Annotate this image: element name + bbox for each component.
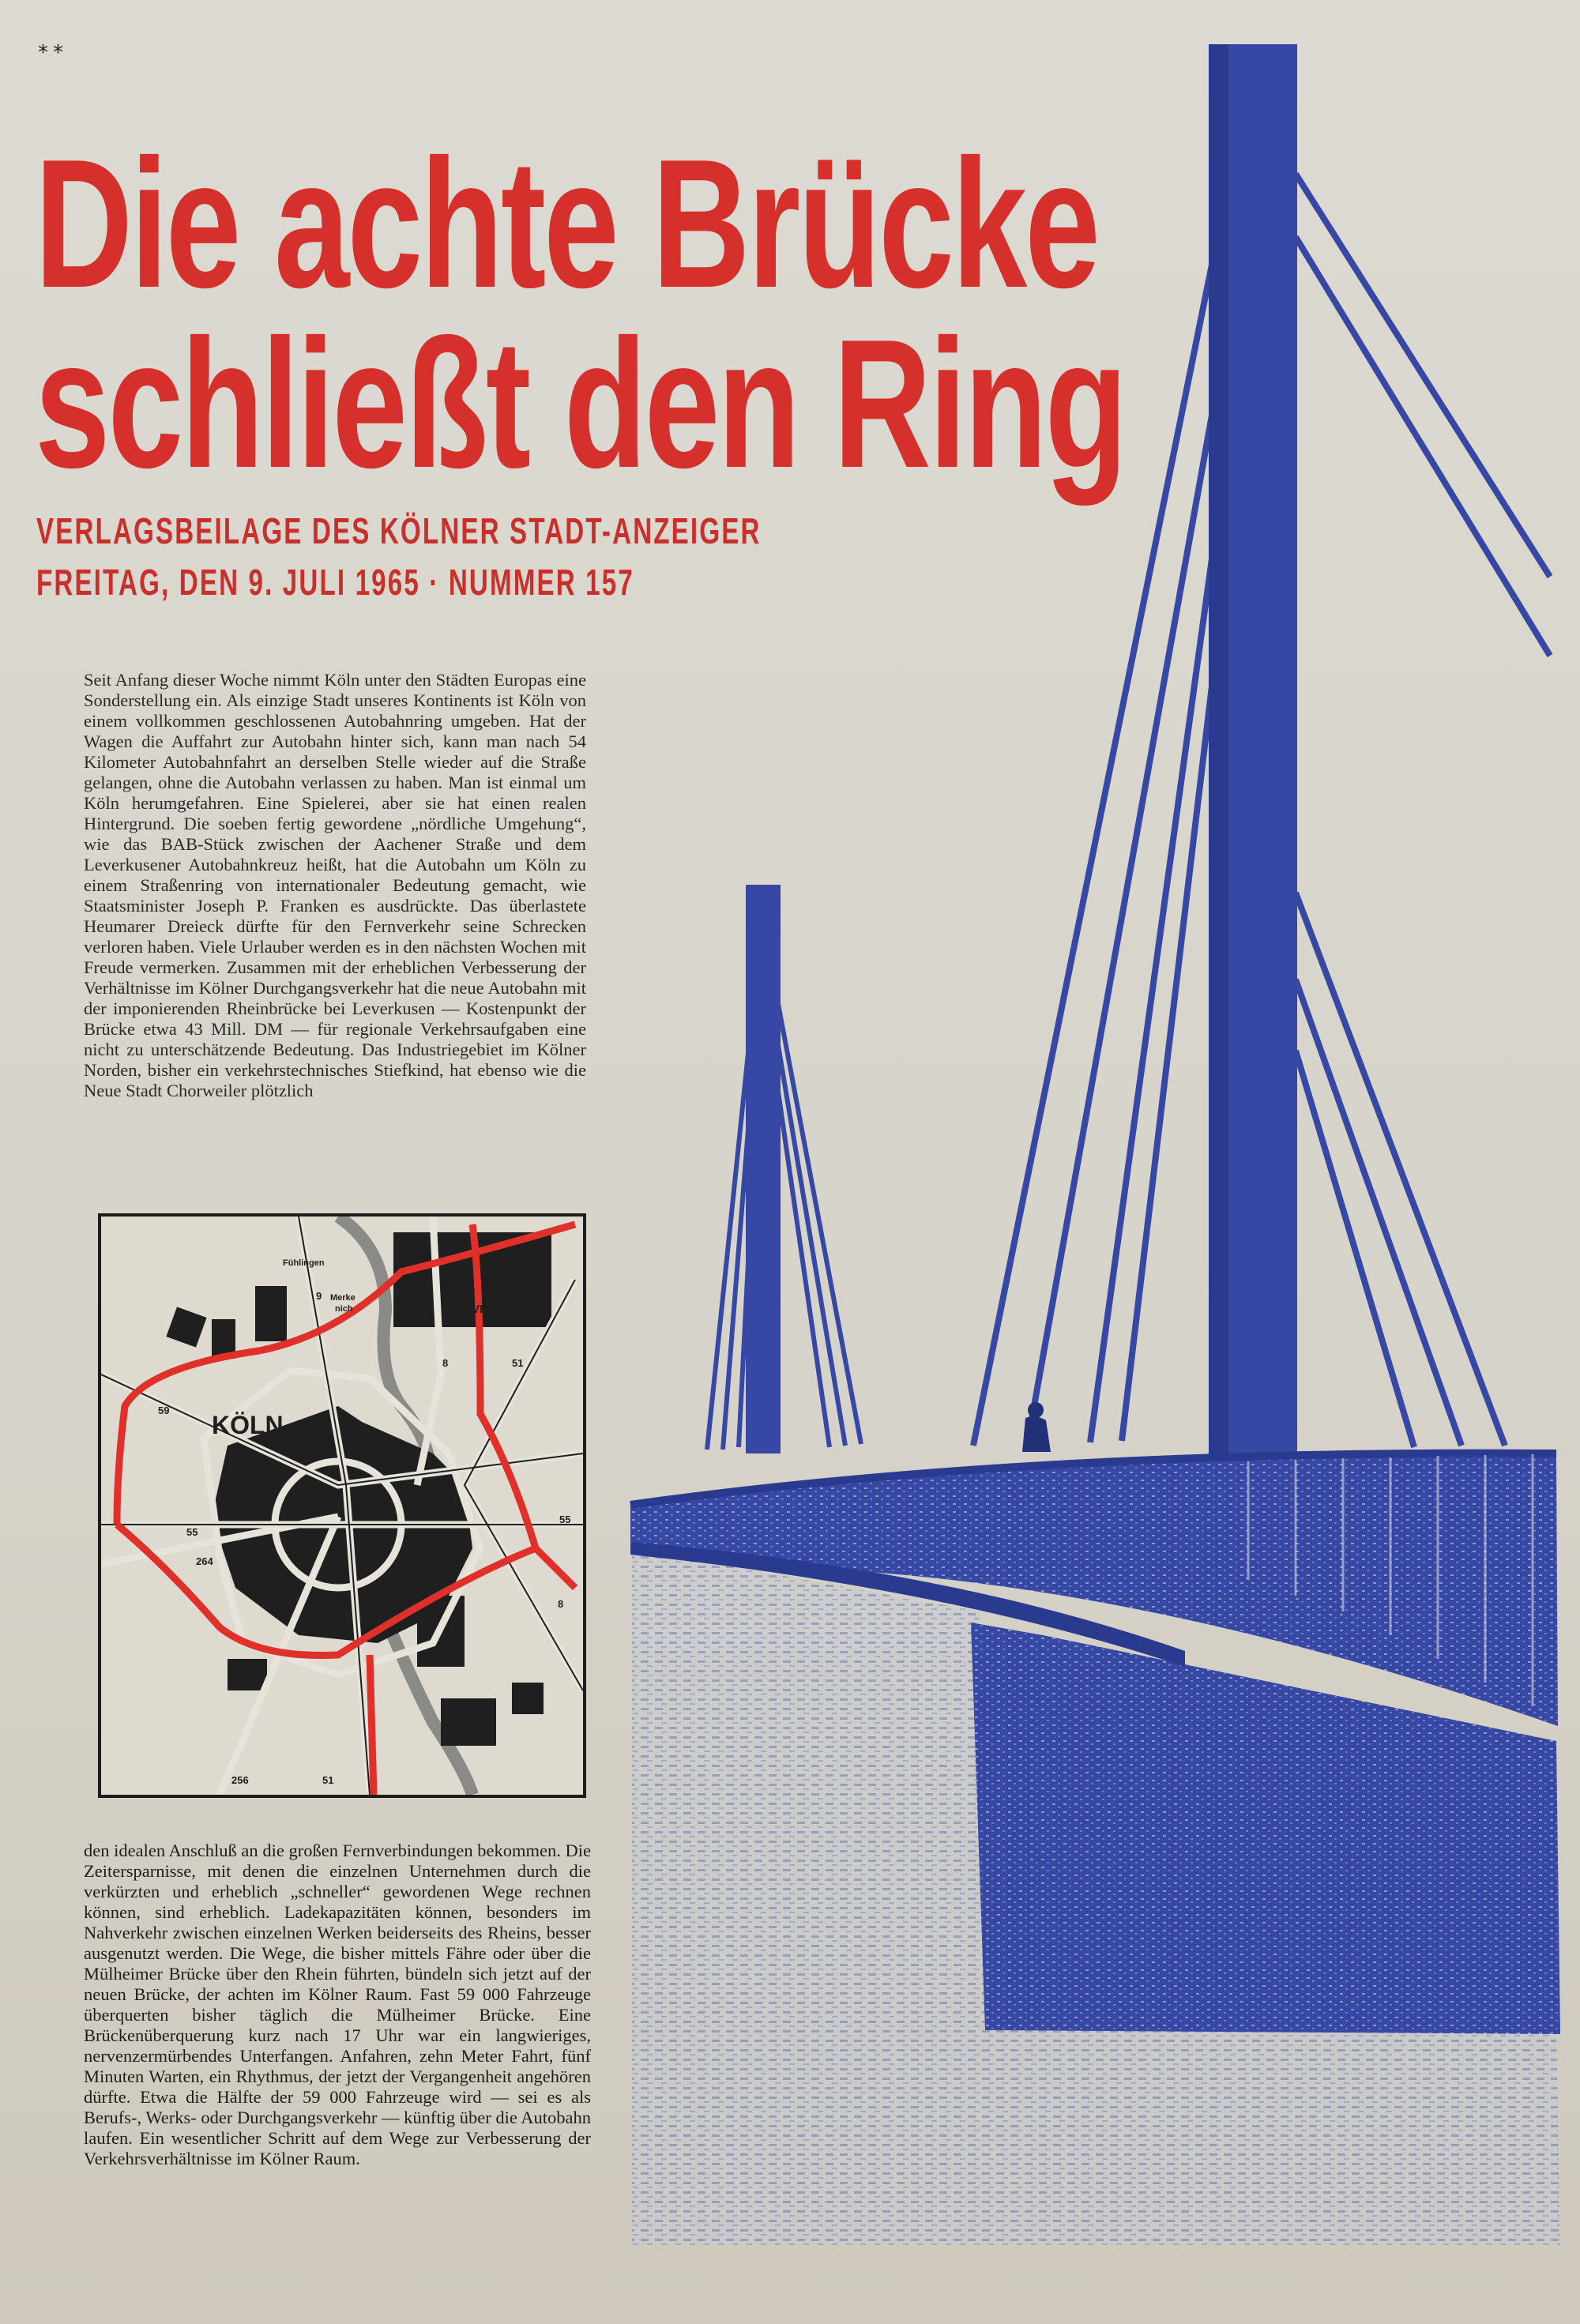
map-label-koeln: KÖLN <box>212 1411 284 1439</box>
road-number-9: 9 <box>316 1290 322 1302</box>
issue-date-number: FREITAG, DEN 9. JULI 1965 · NUMMER 157 <box>36 562 634 603</box>
road-number-51-south: 51 <box>322 1774 334 1786</box>
map-label-leverkusen: LEVERKUSEN <box>457 1303 538 1316</box>
road-number-59: 59 <box>158 1405 170 1416</box>
article-paragraph-1: Seit Anfang dieser Woche nimmt Köln unter den Städten Europas eine Sonderstellung ein. Als einzige Stadt unseres Kontinents ist Köln von einem vollkommen geschlossenen Autobahnring umgeben. Hat der Wagen die Auffahrt zur Autobahn hinter sich, kann man nach 54 Kilometer Autobahnfahrt an derselben Stelle wieder auf die Straße gelangen, ohne die Autobahn verlassen zu haben. Man ist einmal um Köln herumgefahren. Eine Spielerei, aber sie hat einen realen Hintergrund. Die soeben fertig gewordene „nördliche Umgehung“, wie das BAB-Stück zwischen der Aachener Straße und dem Leverkusener Autobahnkreuz heißt, hat die Autobahn um Köln zu einem Straßenring von internationaler Bedeutung gemacht, wie Staatsminister Joseph P. Franken es ausdrückte. Das überlastete Heumarer Dreieck dürfte für den Fernverkehr seine Schrecken verloren haben. Viele Urlauber werden es in den nächsten Wochen mit Freude vermerken. Zusammen mit der erheblichen Verbesserung der Verhältnisse im Kölner Durchgangsverkehr hat die neue Autobahn mit der imponierenden Rheinbrücke bei Leverkusen — Kostenpunkt der Brücke etwa 43 Mill. DM — für regionale Verkehrsaufgaben eine nicht zu unterschätzende Bedeutung. Das Industriegebiet im Kölner Norden, bisher ein verkehrstechnisches Stiefkind, hat ebenso wie die Neue Stadt Chorweiler plötzlich <box>84 670 586 1100</box>
small-pylon <box>746 885 781 1453</box>
road-number-55-east: 55 <box>559 1514 571 1525</box>
headline-line-1: Die achte Brücke <box>35 122 1098 326</box>
road-number-51-north: 51 <box>512 1357 524 1369</box>
article-paragraph-2: den idealen Anschluß an die großen Fernverbindungen bekommen. Die Zeitersparnisse, mit denen die einzelnen Unternehmen durch die verkürzten und erheblich „schneller“ gewordenen Wege rechnen können, sind erheblich. Ladekapazitäten können, besonders im Nahverkehr zwischen einzelnen Werken beiderseits des Rheins, besser ausgenutzt werden. Die Wege, die bisher mittels Fähre oder über die Mülheimer Brücke über den Rhein führten, bündeln sich jetzt auf der neuen Brücke, der achten im Kölner Raum. Fast 59 000 Fahrzeuge überquerten bisher täglich die Mülheimer Brücke. Eine Brückenüberquerung kurz nach 17 Uhr war ein langwieriges, nervenzermürbendes Unterfangen. Anfahren, zehn Meter Fahrt, fünf Minuten Warten, ein Rhythmus, der jetzt der Vergangenheit angehören dürfte. Etwa die Hälfte der 59 000 Fahrzeuge wird — sei es als Berufs-, Werks- oder Durchgangsverkehr — künftig über die Autobahn laufen. Ein wesentlicher Schritt auf dem Wege zur Verbesserung der Verkehrsverhältnisse im Kölner Raum. <box>84 1841 591 2168</box>
person-figure <box>1022 1402 1051 1452</box>
road-number-264: 264 <box>196 1555 213 1567</box>
small-pylon-cables <box>707 908 861 1450</box>
road-number-8-north: 8 <box>442 1357 449 1369</box>
large-pylon-shade <box>1209 44 1228 1460</box>
map-label-merkenich-2: nich <box>335 1304 353 1314</box>
map-label-merkenich-1: Merke <box>330 1293 356 1303</box>
cologne-ring-map <box>98 1213 586 1798</box>
road-number-8-south: 8 <box>558 1598 564 1610</box>
map-label-fuehlingen: Fühlingen <box>283 1258 325 1268</box>
edition-marks: ** <box>38 41 68 65</box>
supplement-title: VERLAGSBEILAGE DES KÖLNER STADT-ANZEIGER <box>36 510 762 551</box>
road-number-55-west: 55 <box>186 1526 198 1538</box>
road-number-256: 256 <box>231 1774 249 1786</box>
headline-line-2: schließt den Ring <box>35 302 1126 506</box>
